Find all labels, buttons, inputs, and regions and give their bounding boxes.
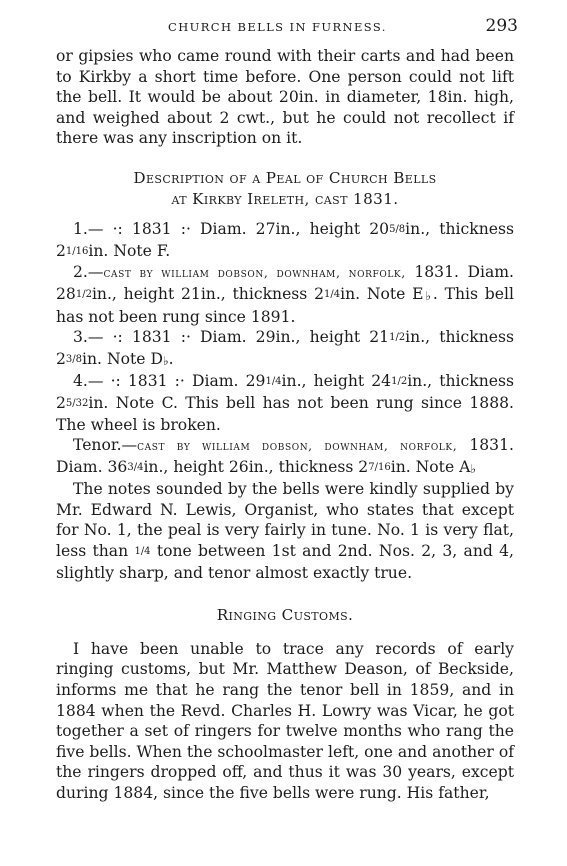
bell-entry-2: 2.—cast by william dobson, downham, norfolk, 1831. Diam. 281/2in., height 21in., thickness 21/4in. Note E♭. This bell has not been rung since 1891. bbox=[56, 263, 514, 326]
flat-symbol: ♭ bbox=[162, 353, 169, 368]
ringing-customs-heading: Ringing Customs. bbox=[216, 606, 354, 625]
peal-heading-line-1: Description of a Peal of Church Bells bbox=[133, 168, 437, 187]
bell-entry-3: 3.— ·: 1831 :· Diam. 29in., height 211/2in., thickness 23/8in. Note D♭. bbox=[56, 328, 514, 368]
bell-entry-1: 1.— ·: 1831 :· Diam. 27in., height 205/8in., thickness 21/16in. Note F. bbox=[56, 220, 514, 260]
book-page bbox=[56, 12, 518, 804]
page-number: 293 bbox=[485, 16, 518, 36]
peal-heading-line-2: at Kirkby Ireleth, cast 1831. bbox=[171, 189, 399, 208]
tenor-entry: Tenor.—cast by william dobson, downham, norfolk, 1831. Diam. 363/4in., height 26in., thickness 27/16in. Note A♭ bbox=[56, 436, 514, 476]
intro-paragraph: or gipsies who came round with their carts and had been to Kirkby a short time before. One person could not lift the bell. It would be about 20in. in diameter, 18in. high, and weighed about 2 cwt., but he could not recollect if there was any inscription on it. bbox=[56, 47, 514, 148]
flat-symbol: ♭ bbox=[423, 288, 433, 303]
running-header bbox=[56, 12, 518, 46]
flat-symbol: ♭ bbox=[470, 461, 477, 476]
notes-paragraph: The notes sounded by the bells were kindly supplied by Mr. Edward N. Lewis, Organist, who states that except for No. 1, the peal is very fairly in tune. No. 1 is very flat, less than 1/4 tone between 1st and 2nd. Nos. 2, 3, and 4, slightly sharp, and tenor almost exactly true. bbox=[56, 480, 514, 582]
bell-entry-4: 4.— ·: 1831 :· Diam. 291/4in., height 241/2in., thickness 25/32in. Note C. This bell has not been rung since 1888. The wheel is broken. bbox=[56, 372, 514, 434]
ringing-paragraph: I have been unable to trace any records of early ringing customs, but Mr. Matthew Deason, of Beckside, informs me that he rang the tenor bell in 1859, and in 1884 when the Revd. Charles H. Lowry was Vicar, he got together a set of ringers for twelve months who rang the five bells. When the schoolmaster left, one and another of the ringers dropped off, and thus it was 30 years, except during 1884, since the five bells were rung. His father, bbox=[56, 639, 514, 802]
running-title: CHURCH BELLS IN FURNESS. bbox=[168, 20, 387, 34]
